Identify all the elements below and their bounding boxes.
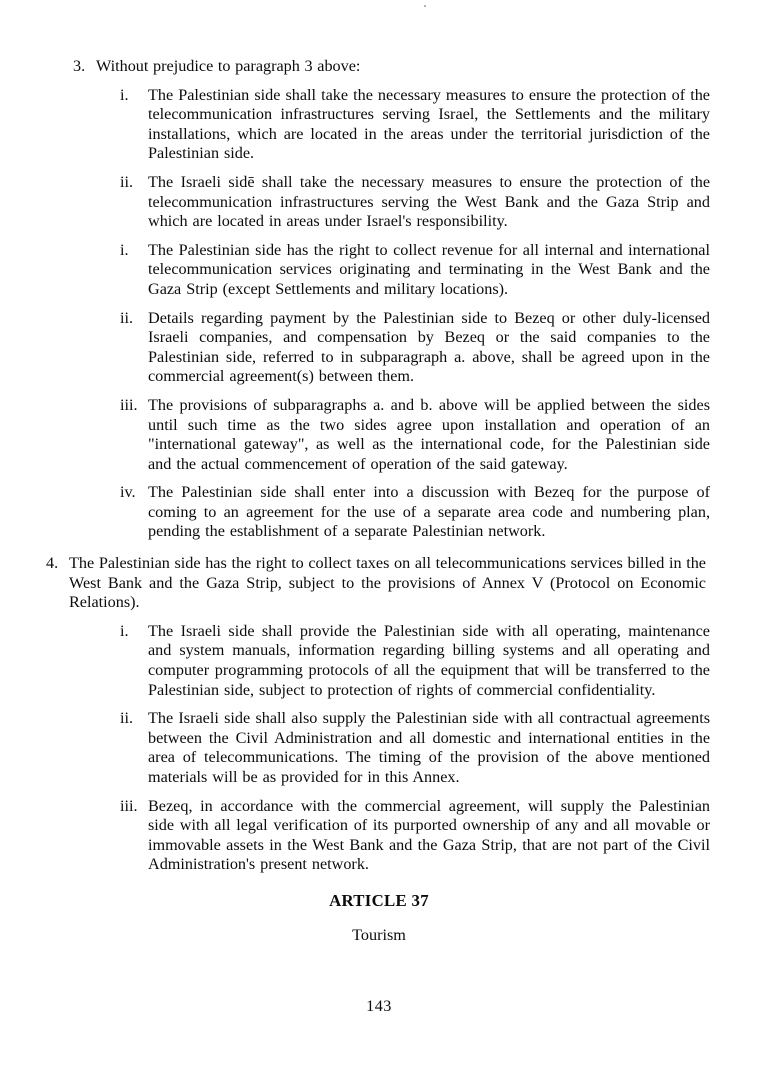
para3-subitem-ii-text: The Israeli sidē shall take the necessary measures to ensure the protection of the telecommunication infrastructures serving the West Bank and the Gaza Strip and which are located in areas under Israel's responsibility.: [148, 172, 710, 231]
para3-subitem-ii2-marker: ii.: [120, 308, 134, 327]
para3-subitem-iii-marker: iii.: [120, 395, 138, 414]
paragraph-3-text: Without prejudice to paragraph 3 above:: [96, 57, 361, 75]
para3-subitem-iv-text: The Palestinian side shall enter into a discussion with Bezeq for the purpose of coming to an agreement for the use of a separate area code and numbering plan, pending the establishment of a separate Palestinian network.: [148, 483, 710, 541]
page-number: 143: [366, 997, 392, 1015]
para3-subitem-i-marker: i.: [120, 85, 129, 104]
para4-subitem-iii-marker: iii.: [120, 796, 138, 815]
article-subheading: Tourism: [352, 925, 406, 944]
para3-subitem-ii-marker: ii.: [120, 172, 134, 191]
para4-subitem-iii-text: Bezeq, in accordance with the commercial agreement, will supply the Palestinian side with all legal verification of its purported ownership of any and all movable or immovable assets in the West Bank and the Gaza Strip, that are not part of the Civil Administration's present network.: [148, 796, 710, 874]
para3-subitem-i2: [120, 241, 710, 300]
para3-subitem-iii-text: The provisions of subparagraphs a. and b. above will be applied between the sides until such time as the two sides agree upon installation and operation of an "international gateway", as well as the international code, for the Palestinian side and the actual commencement of operation of the said gateway.: [148, 395, 710, 473]
para3-subitem-ii2: [120, 309, 710, 387]
para3-subitem-i2-text: The Palestinian side has the right to collect revenue for all internal and international telecommunication services originating and terminating in the West Bank and the Gaza Strip (except Settlements and military locations).: [148, 240, 710, 298]
article-heading: ARTICLE 37: [329, 890, 429, 910]
para4-subitem-ii: [120, 709, 710, 787]
para3-subitem-iii: [120, 396, 710, 474]
paragraph-4-number: 4.: [46, 554, 59, 573]
paragraph-4-text: The Palestinian side has the right to collect taxes on all telecommunications services billed in the West Bank and the Gaza Strip, subject to the provisions of Annex V (Protocol on Economic Relations).: [69, 554, 706, 612]
para4-subitem-ii-marker: ii.: [120, 709, 134, 728]
paragraph-4: [46, 554, 706, 613]
para4-subitem-ii-text: The Israeli side shall also supply the Palestinian side with all contractual agreements between the Civil Administration and all domestic and international entities in the area of telecommunications. The timing of the provision of the above mentioned materials will be as provided for in this Annex.: [148, 709, 710, 786]
paragraph-3-number: 3.: [73, 57, 86, 75]
para4-subitem-i: [120, 622, 710, 700]
paragraph-3: [73, 57, 708, 77]
document-body: [0, 57, 758, 945]
para3-subitem-i2-marker: i.: [120, 240, 129, 259]
para3-subitem-ii2-text: Details regarding payment by the Palestinian side to Bezeq or other duly-licensed Israeli companies, and compensation by Bezeq or the said companies to the Palestinian side, referred to in subparagraph a. above, shall be agreed upon in the commercial agreement(s) between them.: [148, 308, 710, 386]
para4-subitem-iii: [120, 797, 710, 875]
scan-speck-artifact: [424, 5, 426, 7]
para3-subitem-iv: [120, 483, 710, 542]
para4-subitem-i-marker: i.: [120, 621, 129, 640]
para3-subitem-i: [120, 86, 710, 164]
para3-subitem-i-text: The Palestinian side shall take the necessary measures to ensure the protection of the telecommunication infrastructures serving Israel, the Settlements and the military installations, which are located in the areas under the territorial jurisdiction of the Palestinian side.: [148, 85, 710, 163]
para3-subitem-iv-marker: iv.: [120, 483, 136, 502]
para4-subitem-i-text: The Israeli side shall provide the Palestinian side with all operating, maintenance and system manuals, information regarding billing systems and all operating and computer programming protocols of all the equipment that will be transferred to the Palestinian side, subject to protection of rights of commercial confidentiality.: [148, 621, 710, 699]
para3-subitem-ii: [120, 173, 710, 232]
